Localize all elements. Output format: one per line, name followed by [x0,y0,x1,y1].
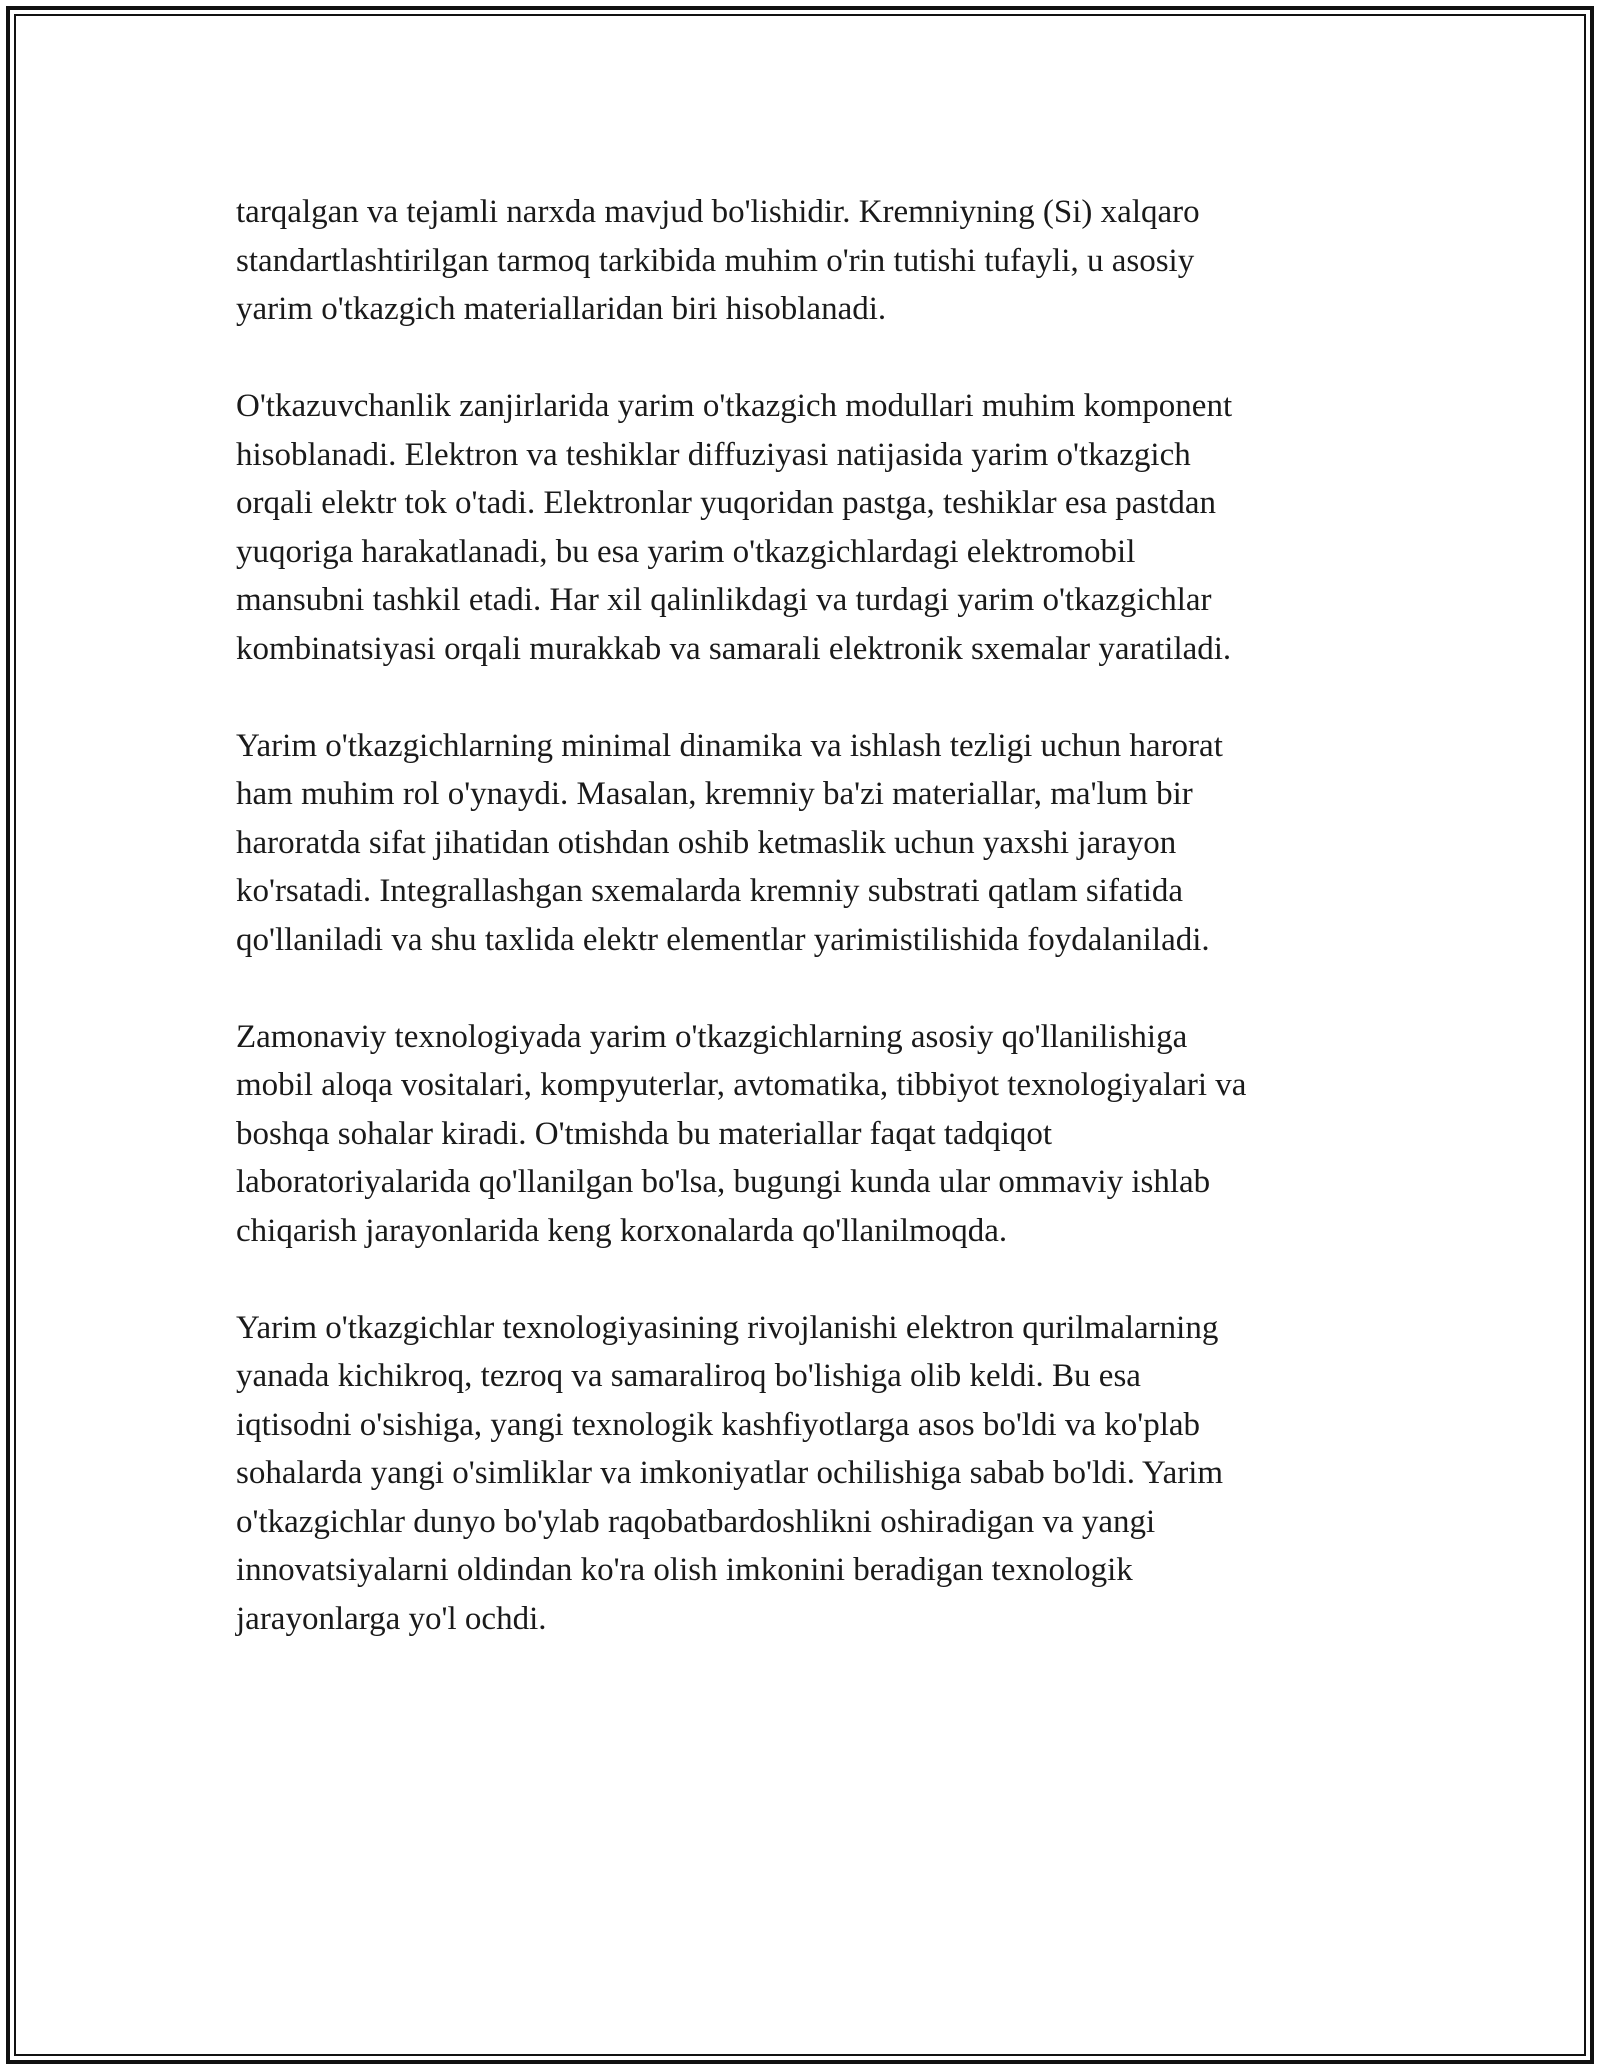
paragraph-2 [236,382,1366,673]
text-line: standartlashtirilgan tarmoq tarkibida muhim o'rin tutishi tufayli, u asosiy [236,242,1195,279]
text-line: sohalarda yangi o'simliklar va imkoniyatlar ochilishiga sabab bo'ldi. Yarim [236,1455,1224,1491]
text-line: qo'llaniladi va shu taxlida elektr elementlar yarimistilishida foydalaniladi. [236,921,1210,958]
text-line: yarim o'tkazgich materiallaridan biri hisoblanadi. [236,291,887,327]
text-line: ko'rsatadi. Integrallashgan sxemalarda kremniy substrati qatlam sifatida [236,873,1184,909]
text-line: Yarim o'tkazgichlarning minimal dinamika va ishlash tezligi uchun harorat [236,727,1223,764]
text-line: orqali elektr tok o'tadi. Elektronlar yuqoridan pastga, teshiklar esa pastdan [236,485,1217,521]
text-line: ham muhim rol o'ynaydi. Masalan, kremniy ba'zi materiallar, ma'lum bir [236,776,1193,812]
text-line: yanada kichikroq, tezroq va samaraliroq bo'lishiga olib keldi. Bu esa [236,1358,1141,1394]
paragraph-3 [236,722,1366,965]
text-line: o'tkazgichlar dunyo bo'ylab raqobatbardoshlikni oshiradigan va yangi [236,1503,1156,1540]
text-line: boshqa sohalar kiradi. O'tmishda bu materiallar faqat tadqiqot [236,1115,1053,1152]
paragraph-1 [236,188,1366,334]
text-line: laboratoriyalarida qo'llanilgan bo'lsa, bugungi kunda ular ommaviy ishlab [236,1164,1211,1200]
text-line: jarayonlarga yo'l ochdi. [236,1600,547,1637]
text-line: Zamonaviy texnologiyada yarim o'tkazgichlarning asosiy qo'llanilishiga [236,1018,1188,1055]
text-line: tarqalgan va tejamli narxda mavjud bo'lishidir. Kremniyning (Si) xalqaro [236,194,1200,230]
text-line: innovatsiyalarni oldindan ko'ra olish imkonini beradigan texnologik [236,1552,1133,1588]
text-line: yuqoriga harakatlanadi, bu esa yarim o'tkazgichlardagi elektromobil [236,533,1136,570]
text-line: kombinatsiyasi orqali murakkab va samarali elektronik sxemalar yaratiladi. [236,630,1232,667]
text-line: hisoblanadi. Elektron va teshiklar diffuziyasi natijasida yarim o'tkazgich [236,436,1191,473]
text-line: haroratda sifat jihatidan otishdan oshib ketmaslik uchun yaxshi jarayon [236,824,1177,861]
document-body [236,188,1366,1692]
paragraph-5 [236,1304,1366,1644]
text-line: mansubni tashkil etadi. Har xil qalinlikdagi va turdagi yarim o'tkazgichlar [236,582,1212,618]
text-line: O'tkazuvchanlik zanjirlarida yarim o'tkazgich modullari muhim komponent [236,388,1233,424]
text-line: chiqarish jarayonlarida keng korxonalarda qo'llanilmoqda. [236,1212,1008,1249]
paragraph-4 [236,1013,1366,1256]
text-line: iqtisodni o'sishiga, yangi texnologik kashfiyotlarga asos bo'ldi va ko'plab [236,1406,1201,1443]
text-line: mobil aloqa vositalari, kompyuterlar, avtomatika, tibbiyot texnologiyalari va [236,1067,1247,1103]
text-line: Yarim o'tkazgichlar texnologiyasining rivojlanishi elektron qurilmalarning [236,1309,1219,1346]
